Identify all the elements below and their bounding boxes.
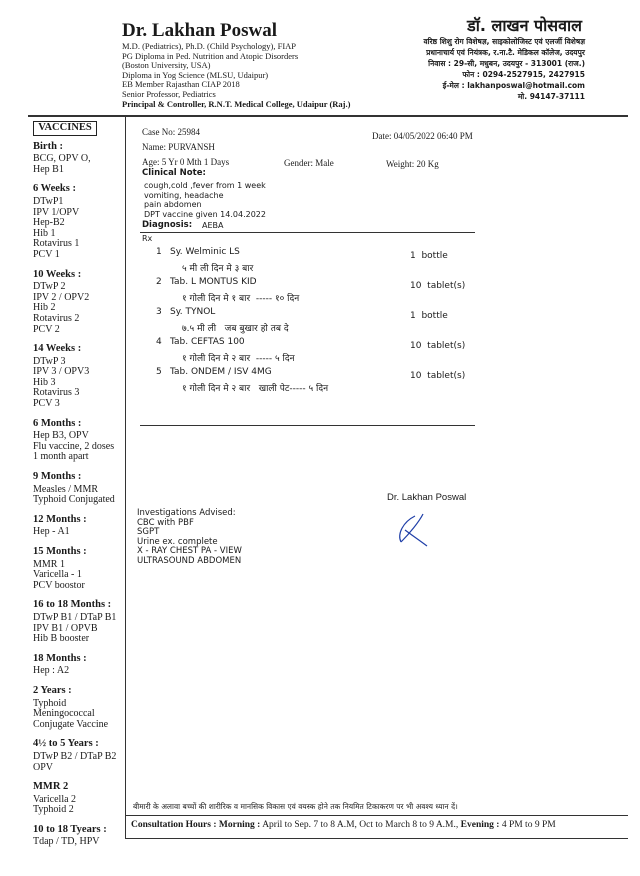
vaccine-group: [33, 600, 125, 644]
bottom-divider: [125, 838, 628, 839]
vaccine-item: Hib 1: [33, 227, 56, 239]
diagnosis-divider: [140, 232, 475, 233]
vaccine-item: Typhoid: [33, 697, 67, 709]
vaccine-group: [33, 472, 125, 506]
signature-scribble: [395, 512, 435, 548]
investigation-item: CBC with PBF: [137, 517, 194, 528]
vaccine-item: Hib B booster: [33, 633, 90, 645]
clinical-note-line: DPT vaccine given 14.04.2022: [144, 209, 266, 219]
hindi-line: ई-मेल : lakhanposwal@hotmail.com: [442, 81, 585, 90]
vaccine-group: [33, 547, 125, 591]
vaccine-group-heading: 12 Months :: [33, 513, 87, 525]
rx-end-divider: [140, 425, 475, 426]
case-number: Case No: 25984: [142, 127, 200, 137]
prescription-item: [150, 275, 480, 305]
vaccine-item: IPV 2 / OPV2: [33, 291, 90, 303]
drug-name: Tab. ONDEM / ISV 4MG: [170, 367, 272, 377]
vaccine-item: MMR 1: [33, 558, 65, 570]
visit-date: Date: 04/05/2022 06:40 PM: [372, 131, 473, 141]
vaccine-item: PCV 1: [33, 248, 60, 260]
rx-symbol: Rx: [142, 234, 153, 243]
vaccine-group: [33, 184, 125, 260]
footer-hindi-note: बीमारी के अलावा बच्चों की शारीरिक व मानसिक विकास एवं वयस्क होने तक नियमित टिकाकरण पर भी अवश्य ध्यान दें।: [133, 802, 458, 811]
vaccine-item: DTwP 3: [33, 355, 66, 367]
dose-instruction: ७.५ मी ली जब बुखार हो तब दे: [182, 324, 289, 334]
vaccine-group-heading: 2 Years :: [33, 684, 72, 696]
vaccine-item: Rotavirus 2: [33, 312, 80, 324]
vaccine-group: [33, 686, 125, 730]
morning-label: Morning :: [218, 820, 261, 830]
vaccine-groups: [33, 142, 125, 848]
vaccine-item: 1 month apart: [33, 451, 89, 463]
vaccine-item: DTwP1: [33, 195, 64, 207]
vaccine-item: Hep-B2: [33, 217, 65, 229]
investigation-item: X - RAY CHEST PA - VIEW: [137, 546, 242, 557]
clinical-note-line: pain abdomen: [144, 200, 202, 209]
dose-instruction: १ गोली दिन मे २ बार खाली पेट----- ५ दिन: [182, 384, 329, 394]
vaccine-group: [33, 142, 125, 176]
qualification-line: M.D. (Pediatrics), Ph.D. (Child Psychology), FIAP: [122, 41, 297, 51]
vaccine-item: Hep B1: [33, 163, 64, 175]
quantity: 10 tablet(s): [410, 281, 466, 291]
patient-gender: Gender: Male: [284, 158, 334, 168]
vaccine-item: Varicella - 1: [33, 569, 82, 581]
prescription-item: [150, 305, 480, 335]
patient-weight: Weight: 20 Kg: [386, 159, 439, 169]
investigations-block: [137, 509, 242, 567]
qualification-line: Diploma in Yog Science (MLSU, Udaipur): [122, 69, 269, 80]
qualification-line: PG Diploma in Ped. Nutrition and Atopic Disorders: [122, 50, 299, 61]
drug-name: Sy. Welminic LS: [170, 247, 240, 257]
vaccine-item: Rotavirus 3: [33, 387, 80, 399]
vaccine-item: Hep B3, OPV: [33, 430, 89, 442]
vaccine-item: DTwP 2: [33, 281, 66, 293]
vaccine-group: [33, 739, 125, 773]
diagnosis-label: Diagnosis:: [142, 220, 193, 230]
hindi-contact-block: [345, 36, 585, 102]
vaccine-item: Conjugate Vaccine: [33, 718, 109, 730]
investigation-item: ULTRASOUND ABDOMEN: [137, 555, 242, 566]
vaccine-item: DTwP B1 / DTaP B1: [33, 611, 117, 623]
vaccine-item: Varicella 2: [33, 793, 77, 805]
investigations-label: Investigations Advised:: [137, 508, 236, 518]
principal-line: Principal & Controller, R.N.T. Medical College, Udaipur (Raj.): [122, 98, 351, 109]
vaccine-item: Typhoid Conjugated: [33, 494, 115, 506]
prescription-list: [150, 245, 480, 395]
clinical-note-lines: [144, 181, 266, 219]
patient-age: Age: 5 Yr 0 Mth 1 Days: [142, 157, 230, 167]
header-divider: [28, 115, 628, 117]
prescription-number: 2: [156, 277, 162, 287]
vaccine-item: Hib 3: [33, 376, 56, 388]
vaccine-group: [33, 654, 125, 677]
vaccine-group-heading: 9 Months :: [33, 471, 82, 483]
vaccine-group-heading: 16 to 18 Months :: [33, 599, 112, 611]
vaccine-group-heading: 15 Months :: [33, 546, 87, 557]
clinical-note-line: cough,cold ,fever from 1 week: [144, 181, 266, 190]
hindi-line: वरिष्ठ शिशु रोग विशेषज्ञ, साइकोलोजिस्ट एवं एलर्जी विशेषज्ञ: [423, 37, 585, 46]
vaccine-item: IPV 3 / OPV3: [33, 366, 90, 378]
vaccine-group-heading: MMR 2: [33, 781, 69, 793]
quantity: 1 bottle: [410, 311, 448, 321]
morning-hours: April to Sep. 7 to 8 A.M, Oct to March 8 to 9 A.M.,: [262, 820, 459, 830]
quantity: 1 bottle: [410, 251, 448, 261]
quantity: 10 tablet(s): [410, 371, 466, 381]
vaccine-item: DTwP B2 / DTaP B2: [33, 750, 117, 762]
vaccine-group-heading: 18 Months :: [33, 652, 87, 664]
evening-hours: 4 PM to 9 PM: [501, 820, 556, 830]
consultation-hours: [131, 820, 556, 830]
vaccines-column: [33, 121, 125, 857]
hindi-line: मो. 94147-37111: [517, 92, 585, 101]
doctor-name-english: Dr. Lakhan Poswal: [122, 20, 278, 41]
vaccine-group-heading: Birth :: [33, 140, 64, 152]
dose-instruction: १ गोली दिन मे २ बार ----- ५ दिन: [182, 354, 295, 364]
vaccine-item: Typhoid 2: [33, 804, 74, 816]
vaccine-group: [33, 782, 125, 816]
prescription-number: 4: [156, 337, 162, 347]
vaccine-group-heading: 14 Weeks :: [33, 343, 82, 355]
drug-name: Tab. CEFTAS 100: [170, 337, 245, 347]
prescription-item: [150, 365, 480, 395]
vaccine-item: PCV 3: [33, 398, 60, 410]
vaccine-item: Hib 2: [33, 302, 56, 314]
vaccine-group: [33, 270, 125, 336]
qualification-line: Senior Professor, Pediatrics: [122, 88, 216, 99]
drug-name: Tab. L MONTUS KID: [170, 277, 257, 287]
clinical-note-label: Clinical Note:: [142, 168, 206, 178]
qualification-line: EB Member Rajasthan CIAP 2018: [122, 79, 240, 90]
vaccine-item: Tdap / TD, HPV: [33, 836, 100, 848]
clinical-note-line: vomiting, headache: [144, 190, 224, 200]
prescription-number: 1: [156, 247, 162, 257]
footer-divider: [125, 815, 628, 816]
vaccine-item: Hep - A1: [33, 526, 70, 538]
vaccine-item: Measles / MMR: [33, 483, 98, 495]
diagnosis-value: AEBA: [202, 221, 224, 230]
prescription-number: 5: [156, 367, 162, 377]
vaccine-item: OPV: [33, 761, 54, 773]
vaccine-item: PCV boostor: [33, 579, 85, 591]
vaccine-item: Flu vaccine, 2 doses: [33, 440, 115, 452]
qualification-line: (Boston University, USA): [122, 60, 211, 71]
hindi-line: प्रधानाचार्य एवं नियंत्रक, र.ना.टै. मेडिकल कॉलेज, उदयपुर: [426, 48, 585, 57]
prescription-number: 3: [156, 307, 162, 317]
prescription-item: [150, 335, 480, 365]
dose-instruction: ५ मी ली दिन मे ३ बार: [182, 264, 254, 274]
dose-instruction: १ गोली दिन मे १ बार ----- १० दिन: [182, 294, 300, 304]
vaccine-item: BCG, OPV O,: [33, 153, 91, 165]
signature-name: Dr. Lakhan Poswal: [387, 492, 467, 503]
patient-name: Name: PURVANSH: [142, 142, 215, 152]
vaccine-group-heading: 10 to 18 Tyears :: [33, 823, 107, 835]
vaccine-item: Rotavirus 1: [33, 238, 80, 250]
hindi-line: निवास : 29-सी, मधुबन, उदयपुर - 313001 (राज.): [428, 59, 585, 68]
column-divider: [125, 117, 126, 839]
vaccine-group: [33, 515, 125, 538]
drug-name: Sy. TYNOL: [170, 307, 216, 317]
investigation-item: Urine ex. complete: [137, 536, 218, 547]
vaccine-group: [33, 344, 125, 410]
vaccine-group: [33, 825, 125, 848]
vaccine-item: IPV B1 / OPVB: [33, 622, 98, 634]
vaccine-item: IPV 1/OPV: [33, 206, 80, 218]
vaccine-group-heading: 4½ to 5 Years :: [33, 738, 99, 750]
vaccine-group-heading: 6 Weeks :: [33, 183, 76, 195]
vaccine-item: PCV 2: [33, 323, 60, 335]
consult-label: Consultation Hours :: [131, 820, 217, 830]
vaccine-group: [33, 419, 125, 463]
quantity: 10 tablet(s): [410, 341, 466, 351]
vaccine-group-heading: 6 Months :: [33, 417, 82, 429]
vaccines-title: VACCINES: [33, 121, 97, 136]
evening-label: Evening :: [460, 820, 500, 830]
vaccine-group-heading: 10 Weeks :: [33, 268, 82, 280]
doctor-name-hindi: डॉ. लाखन पोसवाल: [467, 16, 582, 35]
investigation-item: SGPT: [137, 527, 160, 538]
vaccine-item: Hep : A2: [33, 665, 70, 677]
prescription-item: [150, 245, 480, 275]
hindi-line: फोन : 0294-2527915, 2427915: [462, 70, 585, 79]
vaccine-item: Meningococcal: [33, 708, 95, 720]
